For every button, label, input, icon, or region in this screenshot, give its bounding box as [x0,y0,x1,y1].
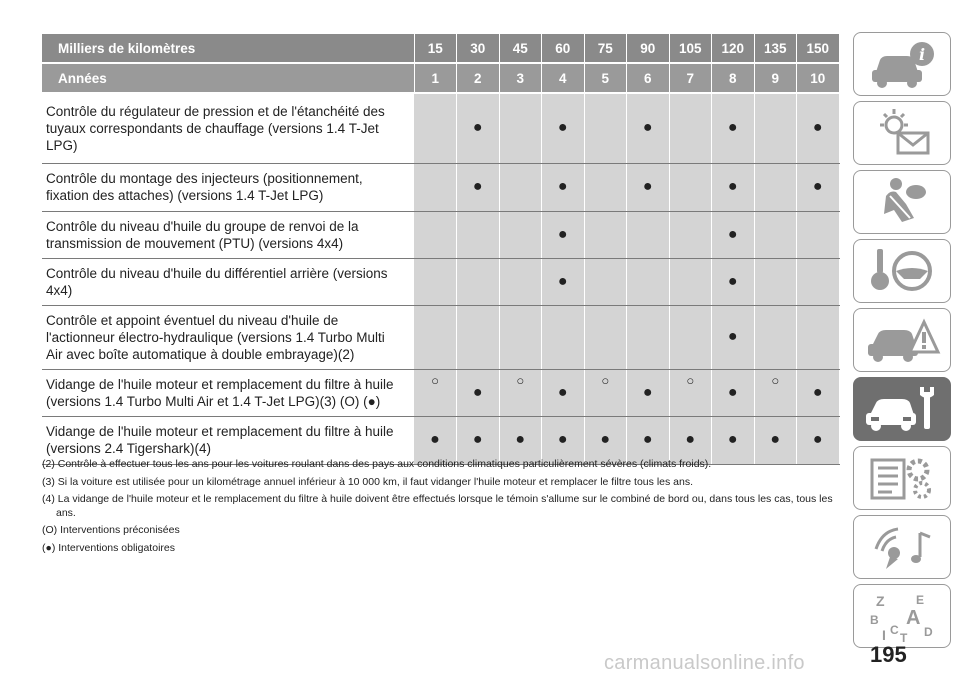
schedule-cell [584,258,627,305]
schedule-cell [797,305,840,369]
km-header-cell: 90 [627,34,670,63]
technical-data-gear-icon [862,450,942,506]
schedule-cell [584,93,627,163]
mandatory-mark: ● [727,272,738,290]
years-header-cell: 4 [542,63,585,93]
schedule-cell [457,211,500,258]
mandatory-mark: ● [557,431,568,448]
km-header-cell: 75 [584,34,627,63]
table-row [42,163,839,211]
footnotes [42,458,842,559]
schedule-cell [414,369,457,416]
chapter-tab-index[interactable] [853,584,951,648]
legend-mandatory: (●) Interventions obligatoires [42,541,175,554]
years-header-cell: 1 [414,63,457,93]
recommended-mark: ○ [516,372,525,388]
mandatory-mark: ● [600,431,611,448]
mandatory-mark: ● [430,431,440,448]
recommended-mark: ○ [771,372,780,388]
schedule-cell [797,211,840,258]
years-header-cell: 6 [627,63,670,93]
legend-recommended: (O) Interventions préconisées [42,524,180,536]
km-header-label: Milliers de kilomètres [42,34,414,63]
schedule-cell [754,369,797,416]
mandatory-mark: ● [727,225,738,243]
schedule-cell [754,258,797,305]
table-row [42,211,839,258]
mandatory-mark: ● [642,178,653,195]
table-row [42,93,839,163]
mandatory-mark: ● [472,119,483,137]
mandatory-mark: ● [557,119,568,137]
table-row [42,416,839,464]
table-row [42,258,839,305]
schedule-cell [627,305,670,369]
index-letter: Z [876,593,885,609]
footnote-4: (4) La vidange de l'huile moteur et le remplacement du filtre à huile doivent être effectués lorsque le témoin s'allume sur le combiné de bord ou, dans tous les cas, tous les ans. [42,493,833,519]
schedule-cell [754,163,797,211]
car-info-icon [862,36,942,92]
schedule-cell [712,93,755,163]
row-label: Contrôle du montage des injecteurs (positionnement, fixation des attaches) (versions 1.4 T-Jet LPG) [42,163,414,211]
schedule-cell [669,369,712,416]
km-header-cell: 15 [414,34,457,63]
schedule-cell [457,305,500,369]
schedule-cell [797,258,840,305]
schedule-cell [627,369,670,416]
index-letter: A [906,607,921,629]
row-label: Vidange de l'huile moteur et remplacement du filtre à huile (versions 1.4 Turbo Multi Air et 1.4 T-Jet LPG)(3) (O) (●) [42,369,414,416]
index-letter: T [900,631,908,644]
years-header-cell: 3 [499,63,542,93]
alphabetical-index-icon [862,588,942,644]
km-header-cell: 105 [669,34,712,63]
schedule-cell [627,93,670,163]
mandatory-mark: ● [557,178,568,195]
schedule-cell [584,416,627,464]
schedule-cell [499,369,542,416]
chapter-tab-safety[interactable] [853,170,951,234]
km-header-cell: 120 [712,34,755,63]
mandatory-mark: ● [727,178,738,195]
schedule-cell [414,211,457,258]
mandatory-mark: ● [727,431,738,448]
schedule-cell [627,163,670,211]
years-header-cell: 9 [754,63,797,93]
km-header-cell: 60 [542,34,585,63]
index-letter: C [890,623,899,637]
index-letter: B [870,613,879,627]
schedule-cell [542,416,585,464]
schedule-cell [754,416,797,464]
schedule-cell [499,305,542,369]
row-label: Contrôle du régulateur de pression et de l'étanchéité des tuyaux correspondants de chauffage (versions 1.4 T-Jet LPG) [42,93,414,163]
schedule-cell [414,416,457,464]
mandatory-mark: ● [642,431,653,448]
schedule-cell [457,163,500,211]
km-header-cell: 135 [754,34,797,63]
mandatory-mark: ● [557,272,568,290]
schedule-cell [542,163,585,211]
chapter-tab-maintenance[interactable] [853,377,951,441]
schedule-cell [499,258,542,305]
years-header-cell: 7 [669,63,712,93]
schedule-cell [542,305,585,369]
chapter-tab-multimedia[interactable] [853,515,951,579]
index-letter: D [924,625,933,639]
mandatory-mark: ● [515,431,526,448]
schedule-cell [669,93,712,163]
schedule-cell [414,258,457,305]
schedule-cell [797,416,840,464]
years-header-cell: 8 [712,63,755,93]
km-header-cell: 30 [457,34,500,63]
mandatory-mark: ● [557,383,568,401]
years-header-cell: 5 [584,63,627,93]
schedule-cell [669,258,712,305]
km-header-cell: 150 [797,34,840,63]
car-maintenance-wrench-icon [862,381,942,437]
schedule-cell [457,369,500,416]
recommended-mark: ○ [686,372,695,388]
chapter-sidebar [853,32,953,653]
table-row [42,305,839,369]
airbag-seat-icon [862,174,942,230]
mandatory-mark: ● [812,119,823,137]
schedule-cell [542,93,585,163]
key-steering-wheel-icon [862,243,942,299]
schedule-cell [499,416,542,464]
years-header-row [42,63,839,93]
schedule-cell [712,416,755,464]
schedule-cell [584,163,627,211]
schedule-cell [797,369,840,416]
index-letter: I [882,627,886,643]
schedule-cell [712,305,755,369]
schedule-cell [669,305,712,369]
warning-light-message-icon [862,105,942,161]
schedule-cell [414,163,457,211]
mandatory-mark: ● [727,328,738,345]
chapter-tab-specifications[interactable] [853,446,951,510]
schedule-cell [754,305,797,369]
svg-text:i: i [918,45,926,64]
mandatory-mark: ● [812,383,823,401]
schedule-cell [797,163,840,211]
schedule-cell [627,211,670,258]
schedule-cell [712,369,755,416]
schedule-cell [542,211,585,258]
mandatory-mark: ● [812,178,823,195]
schedule-cell [499,93,542,163]
row-label: Contrôle du niveau d'huile du différentiel arrière (versions 4x4) [42,258,414,305]
schedule-cell [797,93,840,163]
schedule-cell [542,258,585,305]
schedule-cell [414,305,457,369]
mandatory-mark: ● [557,225,568,243]
chapter-tab-driving[interactable] [853,239,951,303]
chapter-tab-warning-lights[interactable] [853,101,951,165]
schedule-cell [584,305,627,369]
table-row [42,369,839,416]
row-label: Contrôle du niveau d'huile du groupe de renvoi de la transmission de mouvement (PTU) (versions 4x4) [42,211,414,258]
mandatory-mark: ● [642,383,653,401]
schedule-cell [754,211,797,258]
schedule-cell [754,93,797,163]
multimedia-music-icon [862,519,942,575]
mandatory-mark: ● [812,431,823,448]
watermark: carmanualsonline.info [604,652,805,674]
mandatory-mark: ● [770,431,781,448]
schedule-cell [584,369,627,416]
mandatory-mark: ● [472,383,483,401]
mandatory-mark: ● [642,119,653,137]
schedule-cell [499,163,542,211]
schedule-cell [669,163,712,211]
maintenance-schedule-table [42,34,840,465]
mandatory-mark: ● [472,178,483,195]
mandatory-mark: ● [727,119,738,137]
footnote-3: (3) Si la voiture est utilisée pour un kilométrage annuel inférieur à 10 000 km, il faut vidanger l'huile moteur et remplacer le filtre tous les ans. [42,475,693,488]
mandatory-mark: ● [727,383,738,401]
schedule-cell [627,416,670,464]
chapter-tab-emergency[interactable] [853,308,951,372]
schedule-cell [669,416,712,464]
schedule-cell [499,211,542,258]
page-number: 195 [870,642,907,667]
maintenance-rows [42,93,839,464]
row-label: Contrôle et appoint éventuel du niveau d'huile de l'actionneur électro-hydraulique (versions 1.4 Turbo Multi Air avec boîte automatique à double embrayage)(2) [42,305,414,369]
row-label: Vidange de l'huile moteur et remplacement du filtre à huile (versions 2.4 Tigershark)(4) [42,416,414,464]
schedule-cell [627,258,670,305]
km-header-row [42,34,839,63]
schedule-cell [712,211,755,258]
schedule-cell [457,416,500,464]
schedule-cell [414,93,457,163]
schedule-cell [584,211,627,258]
chapter-tab-dashboard[interactable] [853,32,951,96]
years-header-label: Années [42,63,414,93]
schedule-cell [669,211,712,258]
recommended-mark: ○ [601,372,610,388]
schedule-cell [712,163,755,211]
years-header-cell: 2 [457,63,500,93]
footnote-2: (2) Contrôle à effectuer tous les ans pour les voitures roulant dans des pays aux conditions climatiques particulièrement sévères (climats froids). [42,458,712,470]
mandatory-mark: ● [472,431,483,448]
km-header-cell: 45 [499,34,542,63]
mandatory-mark: ● [685,431,696,448]
schedule-cell [457,93,500,163]
car-accident-warning-icon [862,312,942,368]
schedule-cell [712,258,755,305]
schedule-cell [542,369,585,416]
recommended-mark: ○ [431,372,439,388]
schedule-cell [457,258,500,305]
years-header-cell: 10 [797,63,840,93]
index-letter: E [916,593,925,607]
